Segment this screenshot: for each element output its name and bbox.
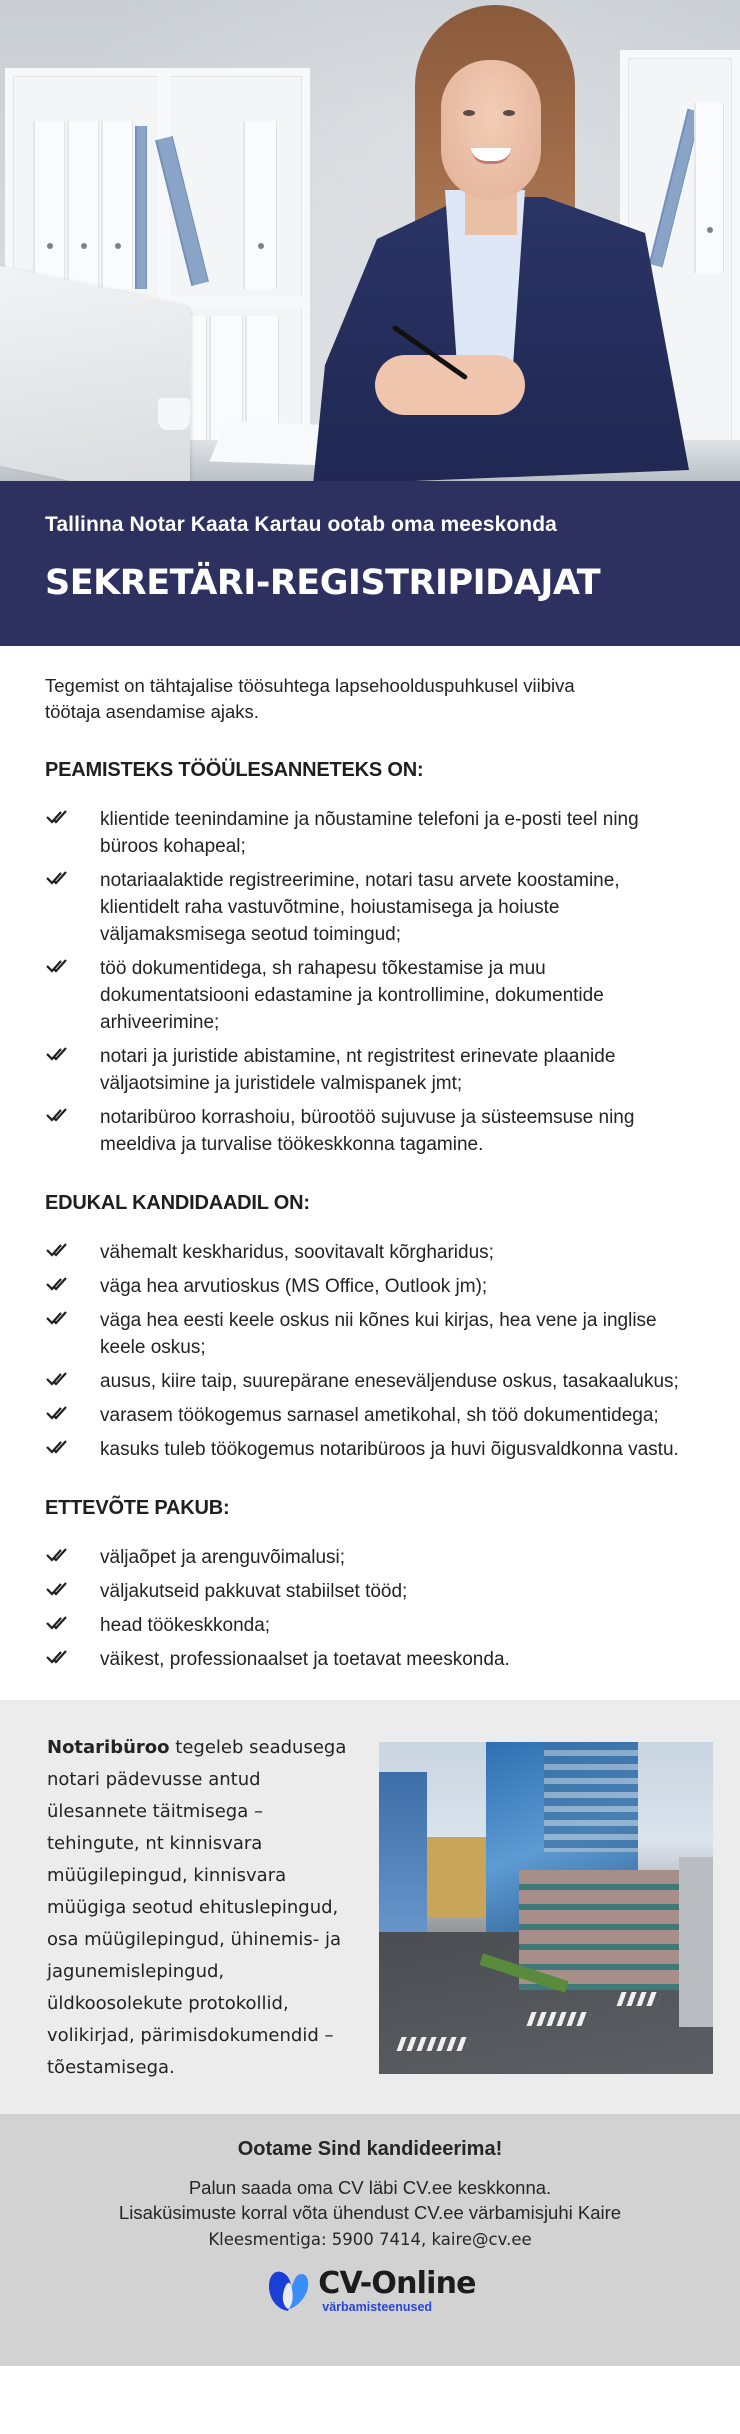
cv-online-logo-icon [264, 2265, 316, 2317]
hero-image [0, 0, 740, 481]
apply-instructions: Palun saada oma CV läbi CV.ee keskkonna. [188, 2177, 552, 2198]
list-item [45, 1043, 695, 1097]
list-item [45, 1646, 695, 1673]
city-image [379, 1742, 713, 2074]
duties-list [45, 806, 695, 1158]
list-item [45, 1239, 695, 1266]
requirements-list [45, 1239, 695, 1463]
double-check-icon [45, 1612, 100, 1632]
list-item [45, 1402, 695, 1429]
list-item [45, 806, 695, 860]
list-item [45, 1307, 695, 1361]
list-item [45, 1436, 695, 1463]
intro-text: Tegemist on tähtajalise töösuhtega lapsehoolduspuhkusel viibiva töötaja asendamise ajaks. [45, 675, 575, 722]
list-item [45, 1104, 695, 1158]
list-item [45, 1273, 695, 1300]
hero-cup [158, 398, 190, 430]
list-item-text: notariaalaktide registreerimine, notari tasu arvete koostamine, klientidelt raha vastuvõtmine, hoiustamisega ja hoiuste väljamaksmisega seotud toimingud; [100, 870, 620, 945]
double-check-icon [45, 1043, 100, 1063]
list-item [45, 867, 695, 948]
double-check-icon [45, 1104, 100, 1124]
logo-brand: CV-Online [318, 2266, 476, 2301]
section-heading: PEAMISTEKS TÖÖÜLESANNETEKS ON: [45, 759, 424, 781]
list-item-text: head töökeskkonda; [100, 1615, 271, 1636]
contact-details: Kleesmentiga: 5900 7414, kaire@cv.ee [208, 2230, 532, 2249]
job-title: SEKRETÄRI-REGISTRIPIDAJAT [45, 563, 601, 603]
offer-list [45, 1544, 695, 1673]
contact-intro: Lisaküsimuste korral võta ühendust CV.ee värbamisjuhi Kaire [118, 2202, 622, 2223]
list-item-text: notari ja juristide abistamine, nt registritest erinevate plaanide väljaotsimine ja juristidele valmispanek jmt; [100, 1046, 616, 1094]
company-description-text: tegeleb seadusega notari pädevusse antud ülesannete täitmisega – tehingute, nt kinnisvara müügilepingud, kinnisvara müügiga seotud ehituslepingud, osa müügilepingud, ühinemis- ja jagunemislepingud, üldkoosolekute protokollid, volikirjad, pärimisdokumendid – tõestamisega. [47, 1737, 347, 2078]
logo-tagline: värbamisteenused [322, 2300, 433, 2314]
company-description [47, 1722, 347, 2084]
section-heading: ETTEVÕTE PAKUB: [45, 1497, 230, 1519]
double-check-icon [45, 1436, 100, 1456]
list-item-text: varasem töökogemus sarnasel ametikohal, sh töö dokumentidega; [100, 1405, 659, 1426]
list-item-text: väga hea arvutioskus (MS Office, Outlook jm); [100, 1276, 488, 1297]
list-item [45, 1612, 695, 1639]
footer [0, 2114, 740, 2366]
company-description-lead: Notaribüroo [47, 1737, 170, 1758]
apply-cta: Ootame Sind kandideerima! [237, 2138, 503, 2160]
list-item-text: väikest, professionaalset ja toetavat meeskonda. [100, 1649, 510, 1670]
list-item-text: töö dokumentidega, sh rahapesu tõkestamise ja muu dokumentatsiooni edastamine ja kontrollimine, dokumentide arhiveerimine; [100, 958, 604, 1033]
job-description [0, 646, 740, 1700]
section-requirements [45, 1192, 695, 1463]
list-item [45, 1368, 695, 1395]
double-check-icon [45, 867, 100, 887]
list-item [45, 1578, 695, 1605]
cv-online-logo[interactable] [264, 2265, 475, 2317]
double-check-icon [45, 1273, 100, 1293]
company-info [0, 1700, 740, 2114]
double-check-icon [45, 1307, 100, 1327]
banner-subtitle: Tallinna Notar Kaata Kartau ootab oma meeskonda [45, 513, 557, 536]
double-check-icon [45, 1578, 100, 1598]
double-check-icon [45, 1239, 100, 1259]
double-check-icon [45, 1544, 100, 1564]
section-heading: EDUKAL KANDIDAADIL ON: [45, 1192, 310, 1214]
list-item-text: notaribüroo korrashoiu, bürootöö sujuvuse ja süsteemsuse ning meeldiva ja turvalise töökeskkonna tagamine. [100, 1107, 635, 1155]
list-item-text: kasuks tuleb töökogemus notaribüroos ja huvi õigusvaldkonna vastu. [100, 1439, 679, 1460]
list-item-text: väljakutseid pakkuvat stabiilset tööd; [100, 1581, 408, 1602]
double-check-icon [45, 1368, 100, 1388]
double-check-icon [45, 806, 100, 826]
title-banner [0, 481, 740, 646]
double-check-icon [45, 1646, 100, 1666]
double-check-icon [45, 955, 100, 975]
list-item-text: väljaõpet ja arenguvõimalusi; [100, 1547, 346, 1568]
list-item-text: klientide teenindamine ja nõustamine telefoni ja e-posti teel ning büroos kohapeal; [100, 809, 639, 857]
section-duties [45, 759, 695, 1158]
list-item-text: väga hea eesti keele oskus nii kõnes kui kirjas, hea vene ja inglise keele oskus; [100, 1310, 657, 1358]
section-offer [45, 1497, 695, 1673]
list-item [45, 1544, 695, 1571]
list-item-text: vähemalt keskharidus, soovitavalt kõrgharidus; [100, 1242, 494, 1263]
hero-person [305, 0, 725, 481]
double-check-icon [45, 1402, 100, 1422]
list-item-text: ausus, kiire taip, suurepärane eneseväljenduse oskus, tasakaalukus; [100, 1371, 679, 1392]
list-item [45, 955, 695, 1036]
